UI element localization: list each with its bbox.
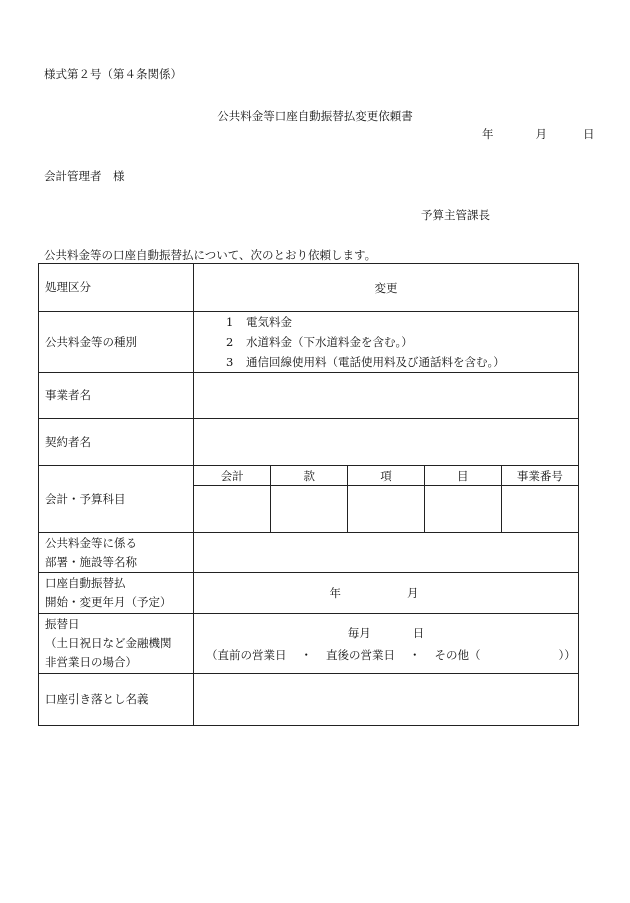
start-date-label: 口座自動振替払 開始・変更年月（予定）: [39, 573, 194, 614]
account-name-label: 口座引き落とし名義: [39, 674, 194, 726]
budget-moku-field[interactable]: [424, 486, 501, 533]
table-row: [39, 312, 579, 373]
budget-project-no-field[interactable]: [501, 486, 578, 533]
type-item-water: 2 水道料金（下水道料金を含む。）: [226, 335, 413, 349]
sender: 予算主管課長: [421, 208, 490, 222]
table-row: [39, 419, 579, 466]
date-month-label: 月: [535, 127, 547, 141]
table-row: [39, 614, 579, 674]
request-form-table: [38, 263, 579, 726]
transfer-day-field[interactable]: [194, 614, 579, 674]
option-other[interactable]: その他（: [434, 647, 481, 662]
budget-grid: [194, 466, 579, 533]
table-row: [39, 466, 579, 533]
table-row: [39, 573, 579, 614]
table-row: [39, 264, 579, 312]
budget-header-account: 会計: [194, 466, 271, 486]
document-title: 公共料金等口座自動振替払変更依頼書: [217, 109, 413, 123]
contractor-label: 契約者名: [39, 419, 194, 466]
non-business-day-options: （直前の営業日 ・ 直後の営業日 ・ その他（ ））: [206, 647, 576, 662]
date-year-label: 年: [482, 127, 494, 141]
table-row: [39, 373, 579, 419]
option-previous-business-day[interactable]: （直前の営業日: [206, 647, 287, 662]
department-label: 公共料金等に係る 部署・施設等名称: [39, 533, 194, 573]
types-list: [194, 312, 579, 373]
budget-header-kou: 項: [348, 466, 425, 486]
budget-kou-field[interactable]: [348, 486, 425, 533]
budget-header-project-no: 事業番号: [501, 466, 578, 486]
start-year-label: 年: [329, 586, 341, 600]
table-row: [39, 533, 579, 573]
budget-account-field[interactable]: [194, 486, 271, 533]
date-day-label: 日: [583, 127, 595, 141]
intro-text: 公共料金等の口座自動振替払について、次のとおり依頼します。: [44, 248, 377, 262]
budget-kan-field[interactable]: [271, 486, 348, 533]
start-month-label: 月: [407, 586, 419, 600]
option-next-business-day[interactable]: 直後の営業日: [326, 647, 395, 662]
budget-header-kan: 款: [271, 466, 348, 486]
processing-value: 変更: [194, 264, 579, 312]
type-item-telecom: 3 通信回線使用料（電話使用料及び通話料を含む。）: [226, 355, 505, 369]
date-line: [482, 126, 595, 142]
types-label: 公共料金等の種別: [39, 312, 194, 373]
processing-label: 処理区分: [39, 264, 194, 312]
form-number: 様式第２号（第４条関係）: [44, 67, 182, 81]
table-row: [39, 674, 579, 726]
budget-header-moku: 目: [424, 466, 501, 486]
business-field[interactable]: [194, 373, 579, 419]
contractor-field[interactable]: [194, 419, 579, 466]
type-item-electric: 1 電気料金: [226, 315, 292, 329]
monthly-day-line: 毎月 日: [347, 625, 425, 640]
department-field[interactable]: [194, 533, 579, 573]
transfer-day-label: 振替日 （土日祝日など金融機関 非営業日の場合）: [39, 614, 194, 674]
business-label: 事業者名: [39, 373, 194, 419]
addressee: 会計管理者 様: [44, 169, 125, 183]
budget-label: 会計・予算科目: [39, 466, 194, 533]
account-name-field[interactable]: [194, 674, 579, 726]
start-date-field[interactable]: [194, 573, 579, 614]
